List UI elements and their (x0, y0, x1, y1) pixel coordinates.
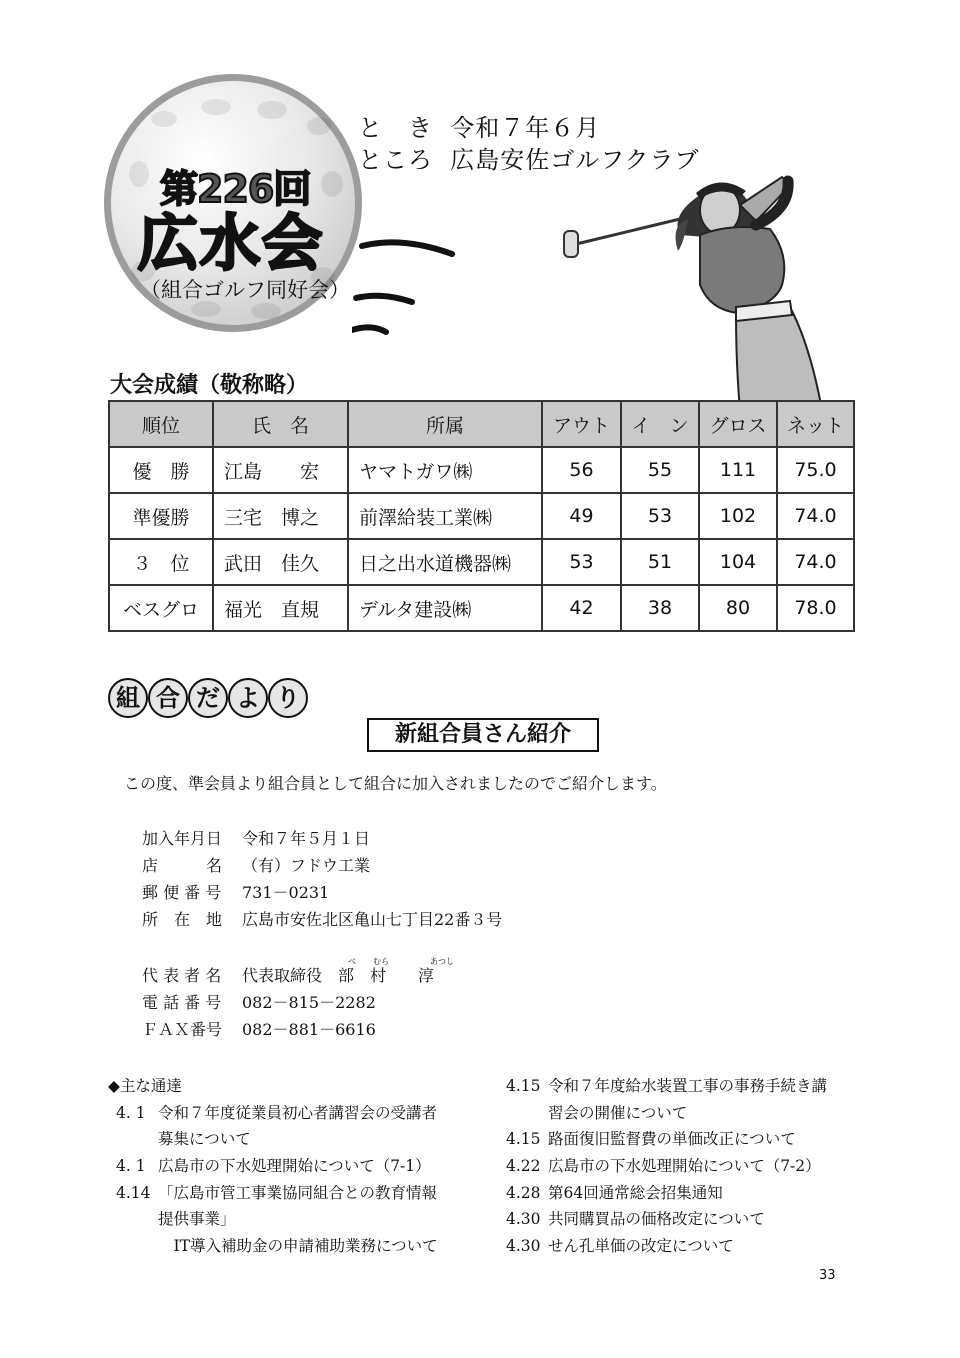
net-cell: 78.0 (777, 585, 854, 631)
affiliation-cell: 日之出水道機器㈱ (348, 539, 542, 585)
notice-item (116, 1234, 438, 1256)
detail-value: 731－0231 (242, 883, 330, 902)
notice-date: 4.15 (506, 1077, 541, 1095)
detail-label: 代 表 者 名 (142, 966, 222, 985)
notice-item (506, 1154, 821, 1176)
notice-text: 令和７年度従業員初心者講習会の受講者 (158, 1104, 438, 1122)
place-label: ところ (358, 146, 433, 174)
header-net: ネット (777, 401, 854, 447)
rank-cell: ３ 位 (109, 539, 213, 585)
header-in: イ ン (621, 401, 699, 447)
gross-cell: 102 (699, 493, 777, 539)
date-label: と き (358, 114, 433, 142)
detail-fax (142, 1017, 376, 1040)
out-cell: 53 (542, 539, 621, 585)
notice-date: 4. 1 (116, 1157, 146, 1175)
notice-date: 4. 1 (116, 1104, 146, 1122)
ruby-be: べ (348, 957, 356, 966)
table-header-row (109, 401, 854, 447)
table-row (109, 447, 854, 493)
detail-label: ＦＡＸ番号 (142, 1020, 223, 1039)
detail-value: 代表取締役 部 村 淳 (242, 966, 435, 985)
in-cell: 55 (621, 447, 699, 493)
page-number: 33 (819, 1268, 836, 1283)
speed-lines-decoration (352, 228, 462, 358)
header-out: アウト (542, 401, 621, 447)
ruby-mura: むら (373, 957, 389, 966)
notice-text: 広島市の下水処理開始について（7-1） (158, 1157, 431, 1175)
notice-item (506, 1234, 734, 1256)
ruby-atsushi: あつし (430, 957, 454, 966)
notice-text: せん孔単価の改定について (548, 1237, 734, 1255)
detail-address (142, 907, 502, 930)
event-number: 第226回 (160, 167, 311, 211)
header-rank: 順位 (109, 401, 213, 447)
detail-phone (142, 990, 376, 1013)
notice-item (116, 1101, 437, 1123)
notice-date: 4.14 (116, 1184, 151, 1202)
section-title-char: よ (228, 678, 268, 718)
notice-item (116, 1181, 437, 1203)
gross-cell: 111 (699, 447, 777, 493)
notice-text: 広島市の下水処理開始について（7-2） (548, 1157, 821, 1175)
header-gross: グロス (699, 401, 777, 447)
notice-item (506, 1101, 687, 1123)
notice-text: 募集について (158, 1130, 251, 1148)
intro-text: この度、準会員より組合員として組合に加入されましたのでご紹介します。 (124, 774, 667, 793)
section-title-char: だ (188, 678, 228, 718)
table-row (109, 539, 854, 585)
table-row (109, 585, 854, 631)
notice-text: 第64回通常総会招集通知 (548, 1184, 723, 1202)
table-row (109, 493, 854, 539)
notice-text: 習会の開催について (548, 1104, 688, 1122)
notice-date: 4.22 (506, 1157, 541, 1175)
section-title-char: り (268, 678, 308, 718)
results-table (108, 400, 855, 632)
notice-text: 「広島市管工事業協同組合との教育情報 (158, 1184, 438, 1202)
notice-text: 令和７年度給水装置工事の事務手続き講 (548, 1077, 828, 1095)
date-value: 令和７年６月 (450, 114, 601, 142)
notice-date: 4.30 (506, 1237, 541, 1255)
header-affiliation: 所属 (348, 401, 542, 447)
section-title-char: 組 (108, 678, 148, 718)
notice-date: 4.15 (506, 1130, 541, 1148)
name-cell: 三宅 博之 (213, 493, 348, 539)
notice-date: 4.30 (506, 1210, 541, 1228)
header-name: 氏 名 (213, 401, 348, 447)
results-heading: 大会成績（敬称略） (110, 373, 309, 398)
out-cell: 42 (542, 585, 621, 631)
detail-value: 広島市安佐北区亀山七丁目22番３号 (242, 910, 503, 929)
section-title-char: 合 (148, 678, 188, 718)
detail-postal-code (142, 880, 329, 903)
notice-item (506, 1181, 723, 1203)
name-cell: 福光 直規 (213, 585, 348, 631)
affiliation-cell: ヤマトガワ㈱ (348, 447, 542, 493)
notice-date: 4.28 (506, 1184, 541, 1202)
notice-item (116, 1207, 236, 1229)
event-date-line (358, 108, 600, 143)
rank-cell: 準優勝 (109, 493, 213, 539)
in-cell: 38 (621, 585, 699, 631)
out-cell: 49 (542, 493, 621, 539)
detail-value: 082－815－2282 (242, 993, 376, 1012)
net-cell: 75.0 (777, 447, 854, 493)
place-value: 広島安佐ゴルフクラブ (450, 146, 700, 174)
detail-label: 郵 便 番 号 (142, 883, 222, 902)
rank-cell: ベスグロ (109, 585, 213, 631)
in-cell: 53 (621, 493, 699, 539)
notice-text: 提供事業」 (158, 1210, 236, 1228)
notice-item (506, 1127, 796, 1149)
new-member-title: 新組合員さん紹介 (367, 718, 599, 752)
affiliation-cell: 前澤給装工業㈱ (348, 493, 542, 539)
golfer-illustration (560, 165, 860, 410)
in-cell: 51 (621, 539, 699, 585)
detail-value: （有）フドウ工業 (242, 856, 371, 875)
detail-value: 082－881－6616 (242, 1020, 376, 1039)
name-cell: 江島 宏 (213, 447, 348, 493)
detail-value: 令和７年５月１日 (242, 829, 371, 848)
detail-label: 店 名 (142, 856, 223, 875)
notices-heading: ◆主な通達 (108, 1077, 182, 1095)
notice-text: IT導入補助金の申請補助業務について (158, 1237, 438, 1255)
detail-label: 電 話 番 号 (142, 993, 222, 1012)
notice-item (506, 1207, 765, 1229)
net-cell: 74.0 (777, 493, 854, 539)
detail-label: 所 在 地 (142, 910, 223, 929)
detail-join-date (142, 826, 370, 849)
detail-label: 加入年月日 (142, 829, 223, 848)
detail-representative (142, 963, 434, 986)
gross-cell: 80 (699, 585, 777, 631)
notice-text: 路面復旧監督費の単価改正について (548, 1130, 796, 1148)
notice-item (506, 1074, 827, 1096)
name-cell: 武田 佳久 (213, 539, 348, 585)
notice-item (116, 1127, 251, 1149)
affiliation-cell: デルタ建設㈱ (348, 585, 542, 631)
net-cell: 74.0 (777, 539, 854, 585)
out-cell: 56 (542, 447, 621, 493)
notice-item (116, 1154, 431, 1176)
event-subtitle: （組合ゴルフ同好会） (140, 278, 350, 302)
event-title: 広水会 (138, 209, 324, 279)
notice-text: 共同購買品の価格改定について (548, 1210, 765, 1228)
detail-shop-name (142, 853, 370, 876)
gross-cell: 104 (699, 539, 777, 585)
rank-cell: 優 勝 (109, 447, 213, 493)
